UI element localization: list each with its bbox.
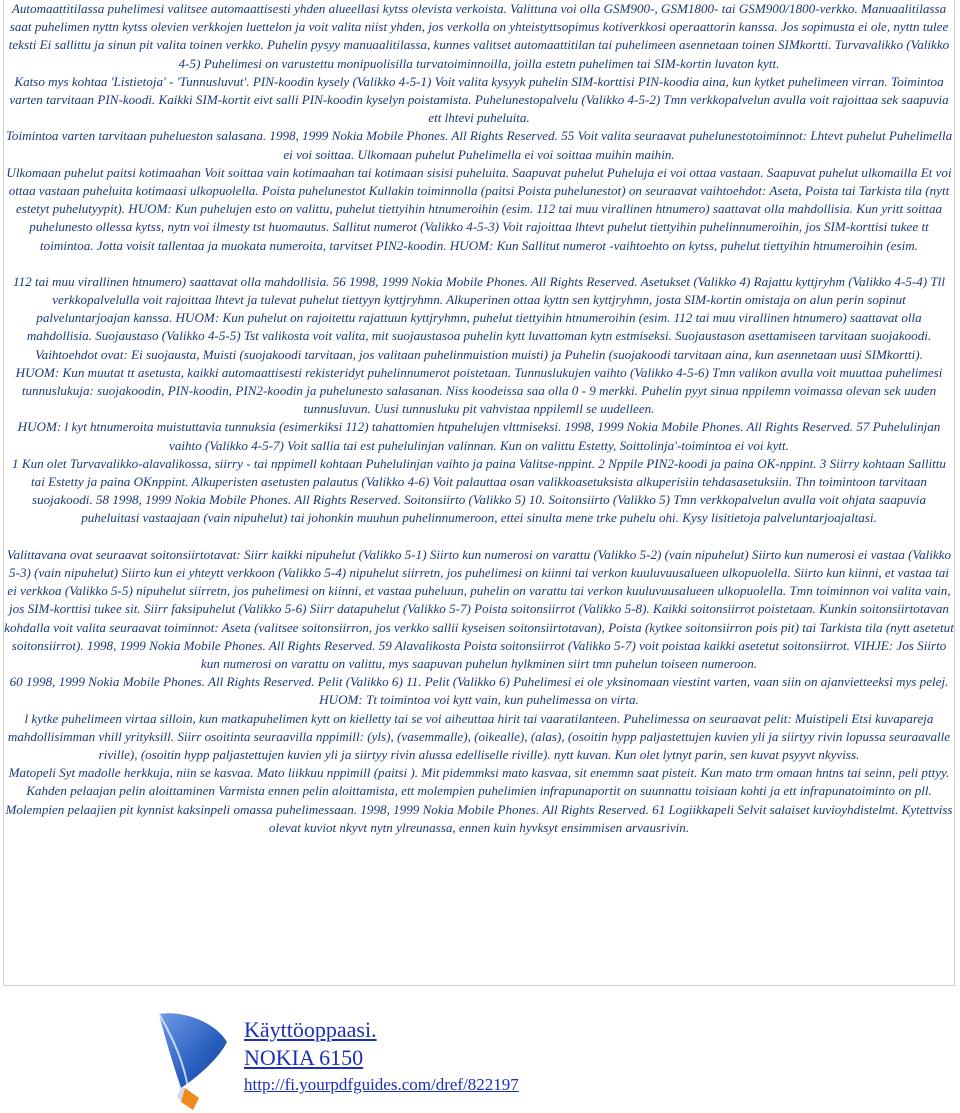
paragraph: Automaattitilassa puhelimesi valitsee automaattisesti yhden alueellasi kytss olevista verkoista. Valittuna voi olla GSM900-, GSM1800- tai GSM900/1800-verkko. Manuaalitilassa saat puhelimen nyttn kytss olevien verkkojen luettelon ja voit valita niist yhden, jos verkolla on yhteistyttsopimus kotiverkkosi operaattorin kanssa. Jos sopimusta ei ole, nyttn tulee teksti Ei sallittu ja sinun pit valita toinen verkko. Puhelin pysyy manuaalitilassa, kunnes valitset automaattitilan tai puhelimeen asennetaan toinen SIMkortti. Turvavalikko (Valikko 4-5) Puhelimesi on varustettu monipuolisilla turvatoiminnoilla, joilla estetn puhelimen tai SIM-kortin luvaton kytt.	[8, 1, 950, 71]
paragraph: 112 tai muu virallinen htnumero) saattavat olla mahdollisia. 56 1998, 1999 Nokia Mobile Phones. All Rights Reserved. Asetukset (Valikko 4) Rajattu kyttjryhm (Valikko 4-5-4) Tll verkkopalvelulla voit rajoittaa lhtevt ja tulevat puhelut tiettyyn kyttjryhmn. Alkuperinen ottaa kyttn sen kyttjryhmn, josta SIM-kortin omistaja on alun perin sopinut palveluntarjoajan kanssa. HUOM: Kun puhelut on rajoitettu rajattuun kyttjryhmn, puhelut tiettyihin htnumeroihin (esim. 112 tai muu virallinen htnumero) saattavat olla mahdollisia. Suojaustaso (Valikko 4-5-5) Tst valikosta voit valita, mit suojaustasoa puhelin kytt luvattoman kytn estmiseksi. Suojaustason asettamiseen tarvitaan suojakoodi. Vaihtoehdot ovat: Ei suojausta, Muisti (suojakoodi tarvitaan, jos valitaan puhelinmuistion muisti) ja Puhelin (suojakoodi tarvitaan aina, kun asennetaan uusi SIMkortti).	[13, 273, 945, 362]
url-link[interactable]: http://fi.yourpdfguides.com/dref/822197	[244, 1075, 519, 1094]
paragraph: 1 Kun olet Turvavalikko-alavalikossa, siirry - tai nppimell kohtaan Puhelulinjan vaihto ja paina Valitse-nppint. 2 Nppile PIN2-koodi ja paina OK-nppint. 3 Siirry kohtaan Sallittu tai Estetty ja paina OKnppint. Alkuperisten asetusten palautus (Valikko 4-6) Voit palauttaa osan valikkoasetuksista alkuperisiin tehdasasetuksiin. Thn toimintoon tarvitaan suojakoodi. 58 1998, 1999 Nokia Mobile Phones. All Rights Reserved. Soitonsiirto (Valikko 5) 10. Soitonsiirto (Valikko 5) Tmn verkkopalvelun avulla voit ohjata saapuvia puheluitasi vastaajaan (vain nipuhelut) tai johonkin muuhun puhelinnumeroon, ettei sinulta mene trke puhelu ohi. Kysy lisitietoja palveluntarjoajaltasi.	[12, 455, 946, 526]
footer-links	[244, 1016, 519, 1098]
paragraph: Toimintoa varten tarvitaan puhelueston salasana. 1998, 1999 Nokia Mobile Phones. All Rights Reserved. 55 Voit valita seuraavat puhelunestotoiminnot: Lhtevt puhelut Puhelimella ei voi soittaa. Ulkomaan puhelut Puhelimella ei voi soittaa muihin maihin.	[5, 128, 953, 162]
quill-pen-logo-icon	[155, 1008, 231, 1112]
paragraph: 60 1998, 1999 Nokia Mobile Phones. All Rights Reserved. Pelit (Valikko 6) 11. Pelit (Valikko 6) Puhelimesi ei ole yksinomaan viestint varten, vaan siin on ajanvietteeksi mys pelej. HUOM: Tt toimintoa voi kytt vain, kun puhelimessa on virta.	[9, 674, 949, 708]
paragraph: HUOM: Kun muutat tt asetusta, kaikki automaattisesti rekisteridyt puhelinnumerot poistetaan. Tunnuslukujen vaihto (Valikko 4-5-6) Tmn valikon avulla voit muuttaa puhelimesi tunnuslukuja: suojakoodin, PIN-koodin, PIN2-koodin ja puhelunesto salasanan. Niss koodeissa saa olla 0 - 9 merkki. Puhelin pyyt sinua nppilemn voimassa olevan sek uuden tunnusluvun. Uusi tunnusluku pit vahvistaa nppilemll se uudelleen.	[15, 364, 943, 417]
paragraph: Valittavana ovat seuraavat soitonsiirtotavat: Siirr kaikki nipuhelut (Valikko 5-1) Siirto kun numerosi on varattu (Valikko 5-2) (vain nipuhelut) Siirto kun numerosi ei vastaa (Valikko 5-3) (vain nipuhelut) Siirto kun ei yhteytt verkkoon (Valikko 5-4) nipuhelut siirretn, jos puhelimesi on kiinni tai verkon kuuluvuusalueen ulkopuolella. Siirto kun kiinni, et vastaa tai ei verkkoa (Valikko 5-5) nipuhelut siirretn, jos puhelimesi on kiinni, et vastaa puheluun, puhelin on varattu tai verkon kuuluvuusalueen ulkopuolella. Tmn toiminnon voi valita vain, jos SIM-korttisi tukee sit. Siirr faksipuhelut (Valikko 5-6) Siirr datapuhelut (Valikko 5-7) Poista soitonsiirrot (Valikko 5-8). Kaikki soitonsiirrot poistetaan. Kunkin soitonsiirtotavan kohdalla voit valita seuraavat toiminnot: Aseta (valitsee soitonsiirron, jos verkko sallii kyseisen soitonsiirtotavan), Poista (kytkee soitonsiirron pois pit) tai Tarkista tila (nytt asetetut soitonsiirrot). 1998, 1999 Nokia Mobile Phones. All Rights Reserved. 59 Alavalikosta Poista soitonsiirrot (Valikko 5-7) voit poistaa kaikki asetetut soitonsiirrot. VIHJE: Jos Siirto kun numerosi on varattu on valittu, mys saapuvan puhelun hylkminen siirt tmn puhelun toiseen numeroon.	[4, 546, 954, 671]
model-link[interactable]: NOKIA 6150	[244, 1045, 364, 1070]
document-body	[4, 0, 954, 837]
manual-link[interactable]: Käyttöoppaasi.	[244, 1017, 377, 1042]
paragraph: l kytke puhelimeen virtaa silloin, kun matkapuhelimen kytt on kielletty tai se voi aiheuttaa hirit tai vaaratilanteen. Puhelimessa on seuraavat pelit: Muistipeli Etsi kuvapareja mahdollisimman vhill yrityksill. Siirr osoitinta seuraavilla nppimill: (yls), (vasemmalle), (oikealle), (alas), (osoitin hypp paljastettujen kuvien yli ja siirtyy rivin lopussa seuraavalle riville), (osoitin hypp paljastettujen kuvien yli ja siirtyy rivin alussa edelliselle riville). nytt kuvan. Kun olet lytnyt parin, sen kuvat psyyvt nkyviss.	[7, 710, 951, 762]
paragraph-gap	[4, 528, 954, 546]
paragraph: Matopeli Syt madolle herkkuja, niin se kasvaa. Mato liikkuu nppimill (paitsi ). Mit pidemmksi mato kasvaa, sit enemmn saat pisteit. Kun mato trm omaan hntns tai seinn, peli pttyy. Kahden pelaajan pelin aloittaminen Varmista ennen pelin aloittamista, ett molempien puhelimien infrapunaportit on suunnattu toisiaan kohti ja ett infrapunatoiminto on pll. Molempien pelaajien pit kynnist kaksinpeli omassa puhelimessaan. 1998, 1999 Nokia Mobile Phones. All Rights Reserved. 61 Logiikkapeli Selvit salaiset kuvioyhdistelmt. Kytettviss olevat kuviot nkyvt nytn ylreunassa, ennen kuin hyvksyt ensimmisen arvausrivin.	[5, 765, 953, 835]
paragraph-gap	[4, 255, 954, 273]
paragraph: Katso mys kohtaa 'Listietoja' - 'Tunnusluvut'. PIN-koodin kysely (Valikko 4-5-1) Voit valita kysyyk puhelin SIM-korttisi PIN-koodia aina, kun kytket puhelimeen virran. Toimintoa varten tarvitaan PIN-koodi. Kaikki SIM-kortit eivt salli PIN-koodin kyselyn poistamista. Puhelunestopalvelu (Valikko 4-5-2) Tmn verkkopalvelun avulla voit rajoittaa sek saapuvia ett lhtevi puheluita.	[9, 73, 949, 126]
footer	[0, 990, 960, 1113]
paragraph: HUOM: l kyt htnumeroita muistuttavia tunnuksia (esimerkiksi 112) tahattomien htpuhelujen vlttmiseksi. 1998, 1999 Nokia Mobile Phones. All Rights Reserved. 57 Puhelulinjan vaihto (Valikko 4-5-7) Voit sallia tai est puhelulinjan valinnan. Kun on valittu Estetty, Soittolinja'-toimintoa ei voi kytt.	[17, 419, 941, 453]
paragraph: Ulkomaan puhelut paitsi kotimaahan Voit soittaa vain kotimaahan tai kotimaan sisisi puheluita. Saapuvat puhelut Puheluja ei voi ottaa vastaan. Saapuvat puhelut ulkomailla Et voi ottaa vastaan puheluita kotimaasi ulkopuolella. Poista puhelunestot Kullakin toiminnolla (paitsi Poista puhelunestot) on seuraavat vaihtoehdot: Aseta, Poista tai Tarkista tila (nytt estetyt puhelutyypit). HUOM: Kun puhelujen esto on valittu, puhelut tiettyihin htnumeroihin (esim. 112 tai muu virallinen htnumero) saattavat olla mahdollisia. Kun yritt soittaa puhelunesto ollessa kytss, nytn voi ilmesty tst huomautus. Sallitut numerot (Valikko 4-5-3) Voit rajoittaa lhtevt puhelut tiettyihin puhelinnumeroihin, jos SIM-korttisi tukee tt toimintoa. Jotta voisit tallentaa ja muokata numeroita, tarvitset PIN2-koodin. HUOM: Kun Sallitut numerot -vaihtoehto on kytss, puhelut tiettyihin htnumeroihin (esim.	[6, 164, 952, 253]
